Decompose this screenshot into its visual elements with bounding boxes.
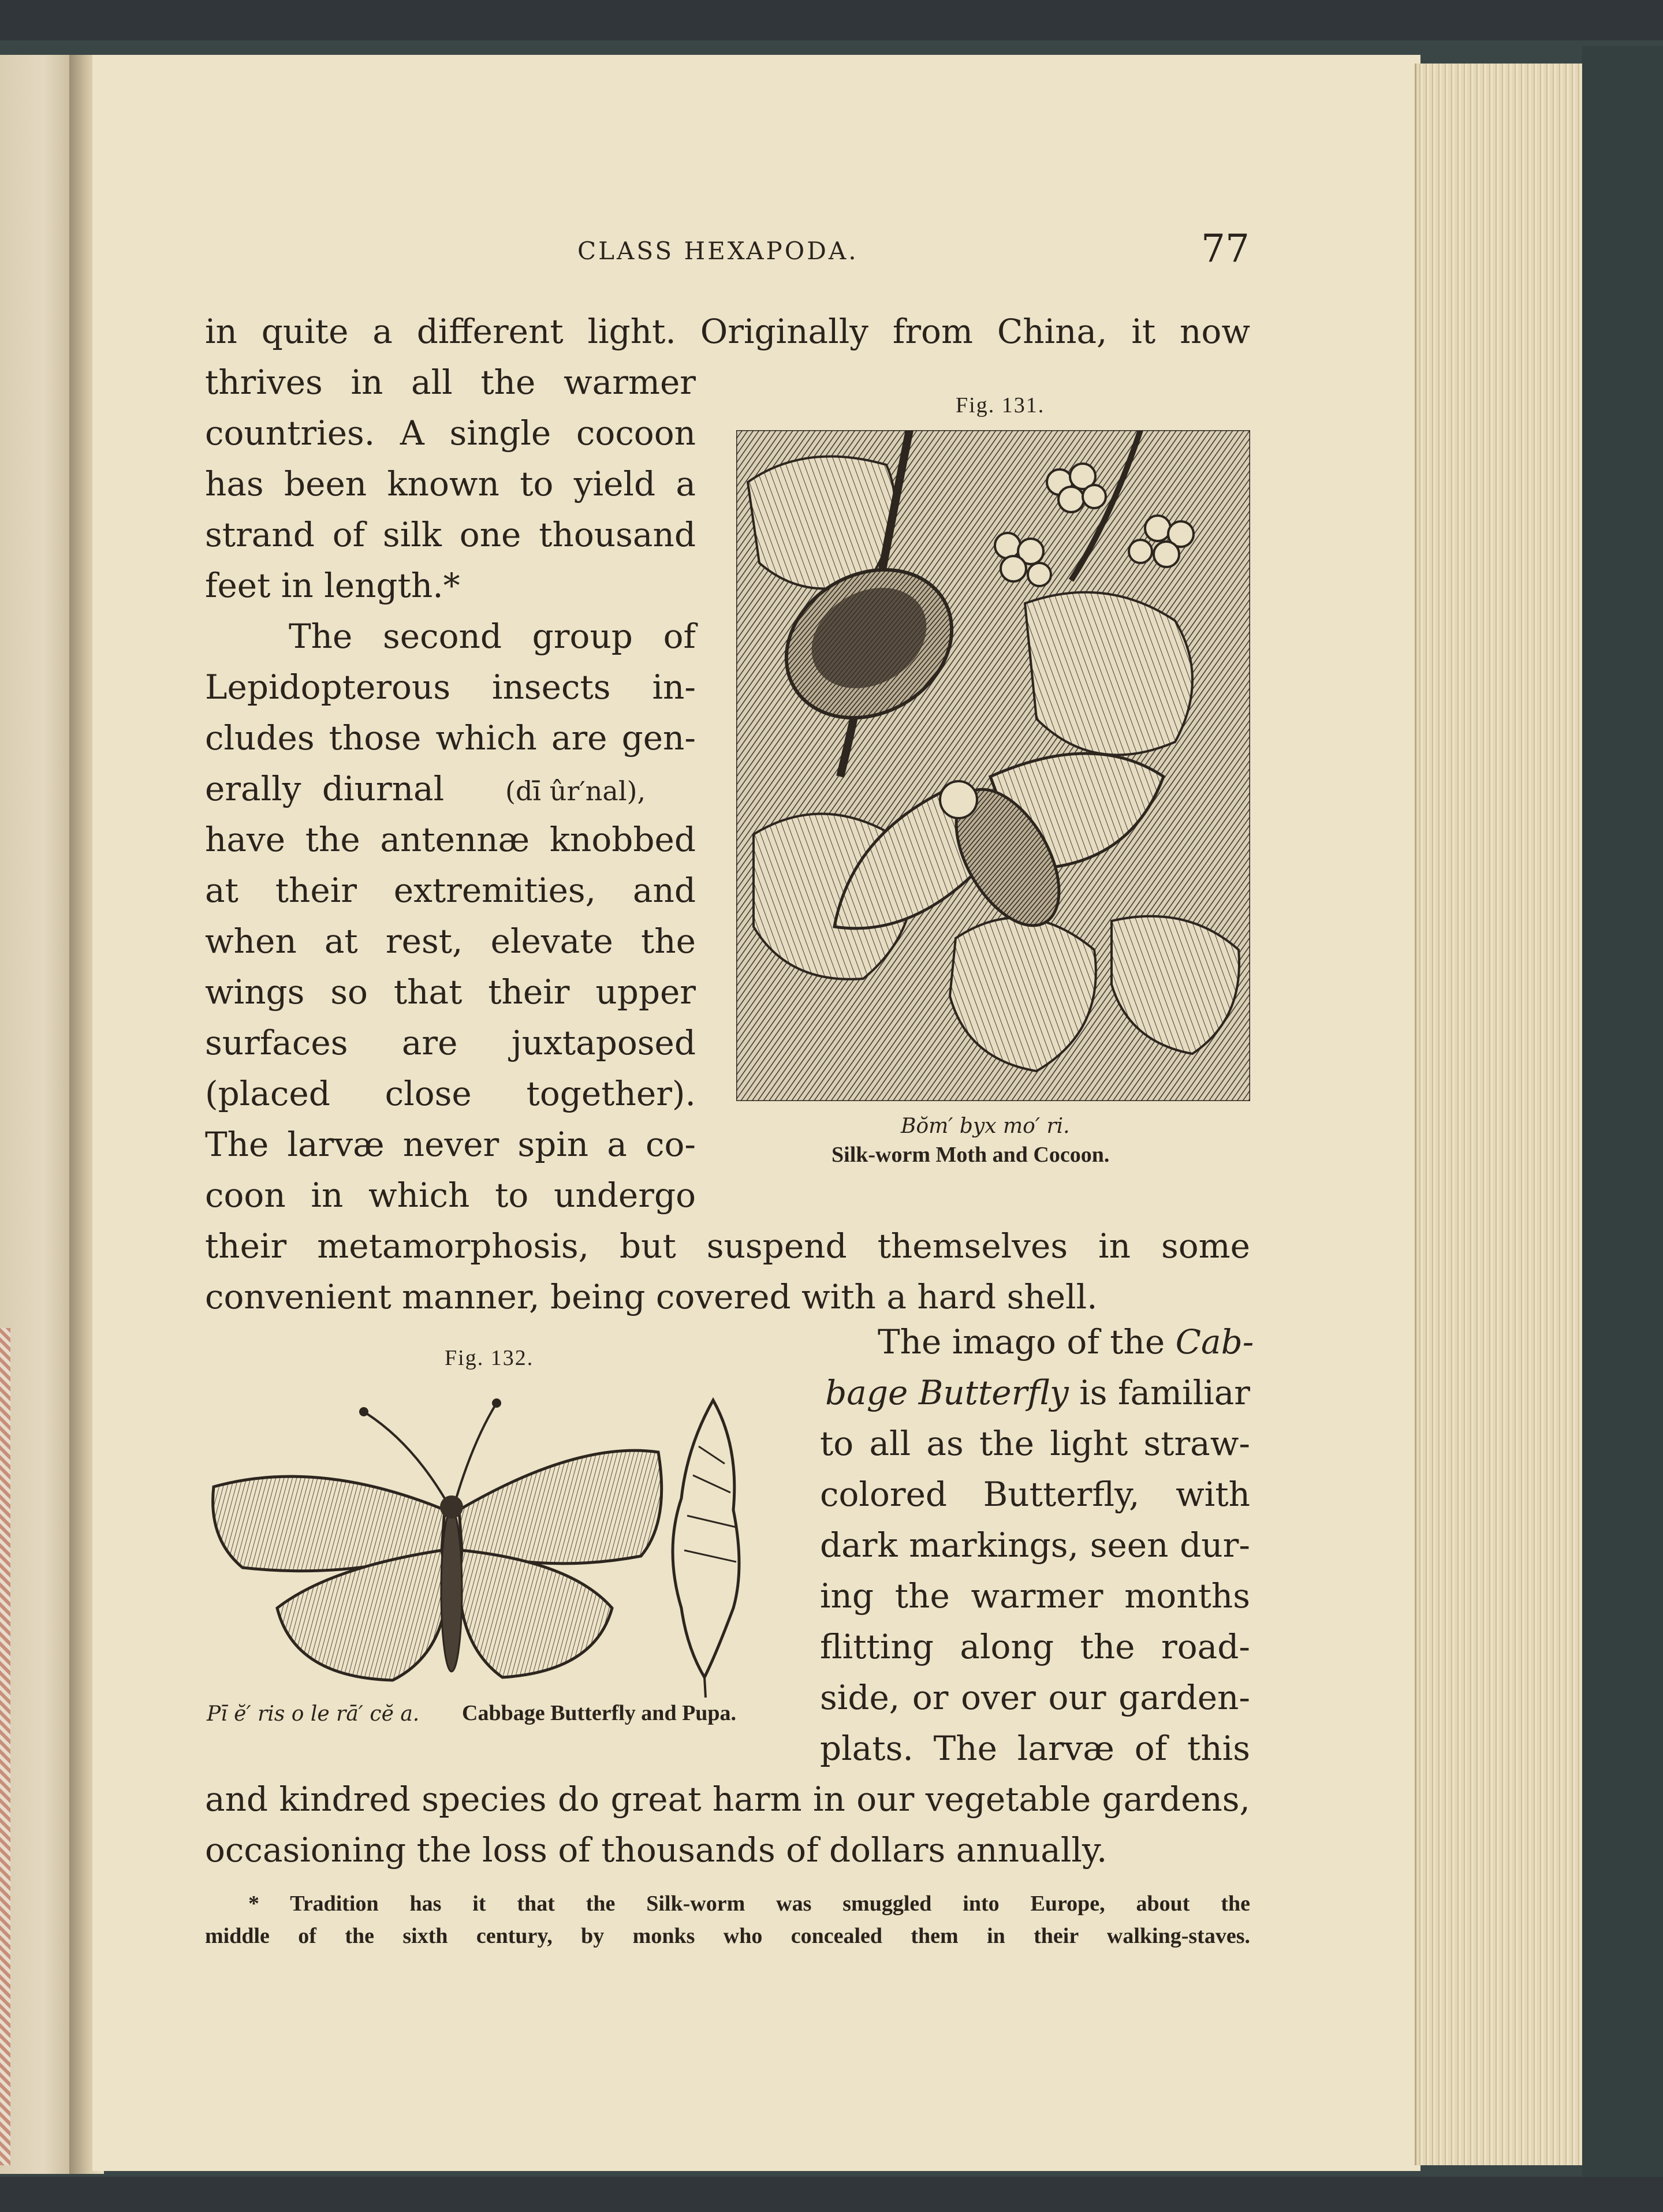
text-line: in quite a different light. Originally from China, it now [205,312,1250,351]
figure-132-caption: Cabbage Butterfly and Pupa. [462,1701,737,1725]
butterfly-pupa [673,1400,739,1698]
text-span: The imago of the [878,1322,1176,1361]
text-span: is familiar [1068,1373,1250,1412]
figure-131-caption-latin: Bŏm′ byx mo′ ri. [901,1114,1070,1138]
text-line: convenient manner, being covered with a hard shell. [205,1277,1098,1316]
text-line: dark markings, seen dur- [820,1525,1250,1565]
text-line: (placed close together). [205,1074,696,1113]
figure-132-label: Fig. 132. [445,1346,534,1370]
text-line: has been known to yield a [205,464,696,503]
text-line: surfaces are juxtaposed [205,1023,696,1062]
figure-131-illustration [736,430,1250,1101]
text-span-italic: Cab- [1175,1322,1254,1361]
text-line [878,1316,1254,1367]
text-line: coon in which to undergo [205,1176,696,1215]
text-line: ing the warmer months [820,1576,1250,1616]
footnote-line: middle of the sixth century, by monks who concealed them in their walking-staves. [205,1924,1250,1948]
cabbage-butterfly [213,1398,662,1680]
text-line: have the antennæ knobbed [205,820,696,859]
text-span-italic: bage Butterfly [825,1373,1069,1412]
left-page-edge [0,55,72,2174]
text-line: and kindred species do great harm in our vegetable gardens, [205,1780,1250,1819]
text-line: to all as the light straw- [820,1424,1250,1463]
cover-edge [1582,46,1663,2177]
text-line: The larvæ never spin a co- [205,1125,696,1164]
text-line: colored Butterfly, with [820,1475,1250,1514]
text-line: flitting along the road- [820,1627,1250,1666]
text-line: at their extremities, and [205,871,696,910]
text-line: wings so that their upper [205,972,696,1012]
left-page-pattern [0,1328,10,2165]
running-title: CLASS HEXAPODA. [577,237,859,265]
figure-132-caption-latin: Pī ĕ′ ris o le rā′ cĕ a. [207,1702,420,1726]
text-line: The second group of [289,617,696,656]
pronunciation: (dī ûr′nal), [505,775,646,807]
mulberry-leaf [1025,592,1192,755]
text-line: plats. The larvæ of this [820,1729,1250,1768]
text-line: thrives in all the warmer [205,363,696,402]
footnote-line: * Tradition has it that the Silk-worm was smuggled into Europe, about the [248,1892,1250,1916]
text-line: countries. A single cocoon [205,413,696,453]
text-line: occasioning the loss of thousands of dollars annually. [205,1830,1108,1870]
text-line: when at rest, elevate the [205,922,696,961]
page-number: 77 [1201,226,1250,271]
text-line: feet in length.* [205,566,460,605]
text-line: Lepidopterous insects in- [205,667,696,707]
figure-132-illustration [202,1377,791,1700]
text-line: side, or over our garden- [820,1678,1250,1717]
figure-131-caption: Silk-worm Moth and Cocoon. [832,1143,1110,1167]
text-line: strand of silk one thousand [205,515,696,554]
text-line [820,1367,1250,1418]
page-edges [1415,64,1584,2165]
text-line: their metamorphosis, but suspend themselves in some [205,1226,1250,1266]
text-line: cludes those which are gen- [205,718,696,758]
mulberry-leaf [748,456,895,588]
text-line: erally diurnal [205,769,445,808]
figure-131-label: Fig. 131. [956,393,1045,417]
